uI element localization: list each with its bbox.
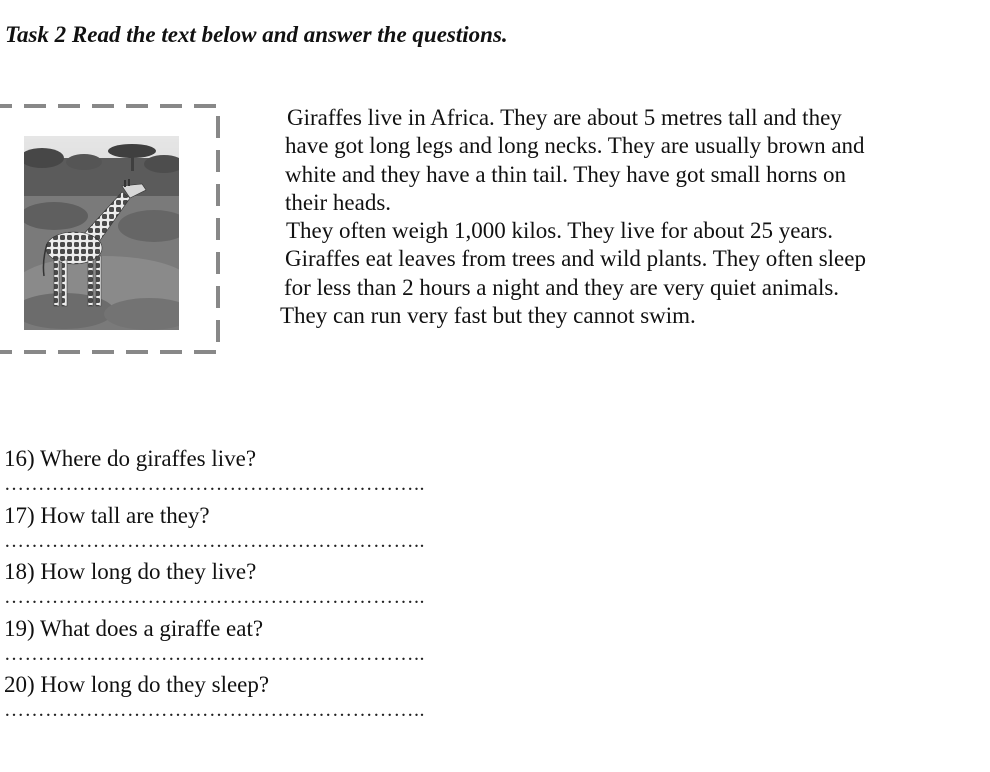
passage-line: have got long legs and long necks. They are usually brown and — [285, 133, 865, 159]
passage-line: They often weigh 1,000 kilos. They live for about 25 years. — [286, 218, 833, 244]
answer-line[interactable]: …………………………………………………….. — [4, 587, 425, 607]
reading-passage — [279, 104, 959, 330]
question-item — [4, 614, 524, 671]
image-frame — [0, 104, 220, 354]
task-title: Task 2 Read the text below and answer the questions. — [5, 22, 508, 47]
passage-line: for less than 2 hours a night and they are very quiet animals. — [284, 274, 840, 300]
answer-line[interactable]: …………………………………………………….. — [4, 530, 425, 551]
passage-line: Giraffes live in Africa. They are about 5 metres tall and they — [287, 105, 842, 130]
passage-line: Giraffes eat leaves from trees and wild plants. They often sleep — [285, 246, 866, 272]
answer-line[interactable]: …………………………………………………….. — [4, 643, 425, 664]
question-item — [4, 557, 524, 614]
question-text: 19) What does a giraffe eat? — [4, 615, 264, 641]
question-text: 20) How long do they sleep? — [4, 672, 270, 697]
answer-line[interactable]: …………………………………………………….. — [4, 474, 425, 494]
passage-line: They can run very fast but they cannot swim. — [280, 303, 696, 329]
giraffe-photo — [24, 136, 179, 330]
answer-line[interactable]: …………………………………………………….. — [4, 700, 425, 720]
question-item — [4, 670, 524, 727]
question-text: 16) Where do giraffes live? — [4, 446, 257, 471]
question-item — [4, 444, 524, 501]
question-text: 17) How tall are they? — [4, 502, 210, 528]
passage-line: their heads. — [285, 189, 392, 215]
questions-list — [4, 444, 524, 727]
passage-line: white and they have a thin tail. They have got small horns on — [285, 161, 847, 187]
question-text: 18) How long do they live? — [4, 559, 257, 584]
question-item — [4, 501, 524, 558]
